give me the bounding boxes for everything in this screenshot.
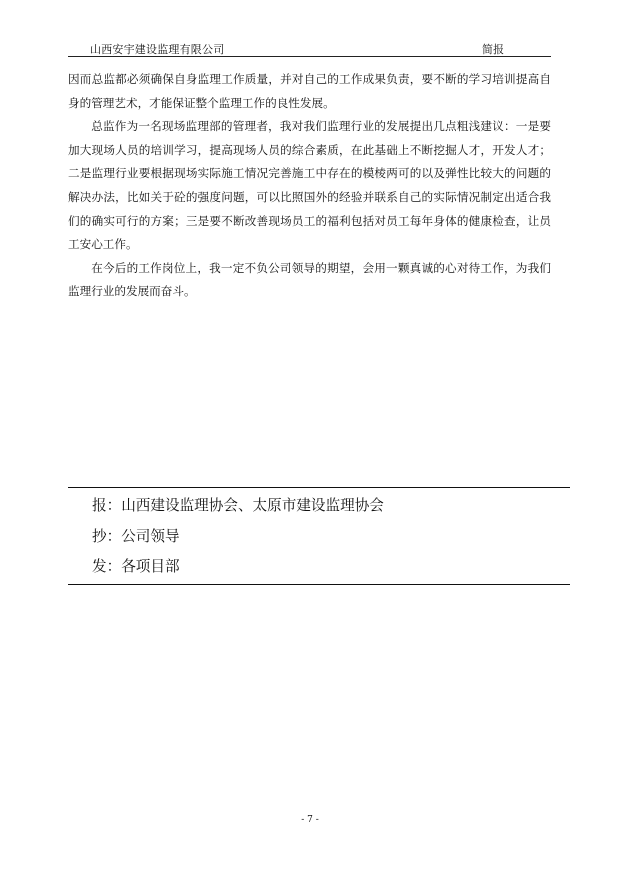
body-text (68, 68, 551, 304)
paragraph-suggestions: 总监作为一名现场监理部的管理者，我对我们监理行业的发展提出几点粗浅建议：一是要加大现场人员的培训学习，提高现场人员的综合素质，在此基础上不断挖掘人才，开发人才；二是监理行业要根据现场实际施工情况完善施工中存在的模棱两可的以及弹性比较大的问题的解决办法，比如关于砼的强度问题，可以比照国外的经验并联系自己的实际情况制定出适合我们的确实可行的方案；三是要不断改善现场员工的福利包括对员工每年身体的健康检查，让员工安心工作。 (68, 119, 551, 252)
distribution-copy-to: 抄：公司领导 (92, 528, 180, 545)
page-header (68, 40, 551, 57)
distribution-report-to: 报：山西建设监理协会、太原市建设监理协会 (92, 497, 384, 514)
distribution-send-to: 发：各项目部 (92, 558, 180, 575)
paragraph-closing: 在今后的工作岗位上，我一定不负公司领导的期望，会用一颗真诚的心对待工作，为我们监理行业的发展而奋斗。 (68, 260, 551, 299)
page-number: - 7 - (301, 815, 319, 825)
header-company-name: 山西安宇建设监理有限公司 (90, 43, 225, 56)
header-document-type: 简报 (482, 43, 504, 56)
paragraph-continuation: 因而总监都必须确保自身监理工作质量，并对自己的工作成果负责，要不断的学习培训提高自身的管理艺术，才能保证整个监理工作的良性发展。 (68, 72, 551, 110)
distribution-box (68, 487, 570, 585)
